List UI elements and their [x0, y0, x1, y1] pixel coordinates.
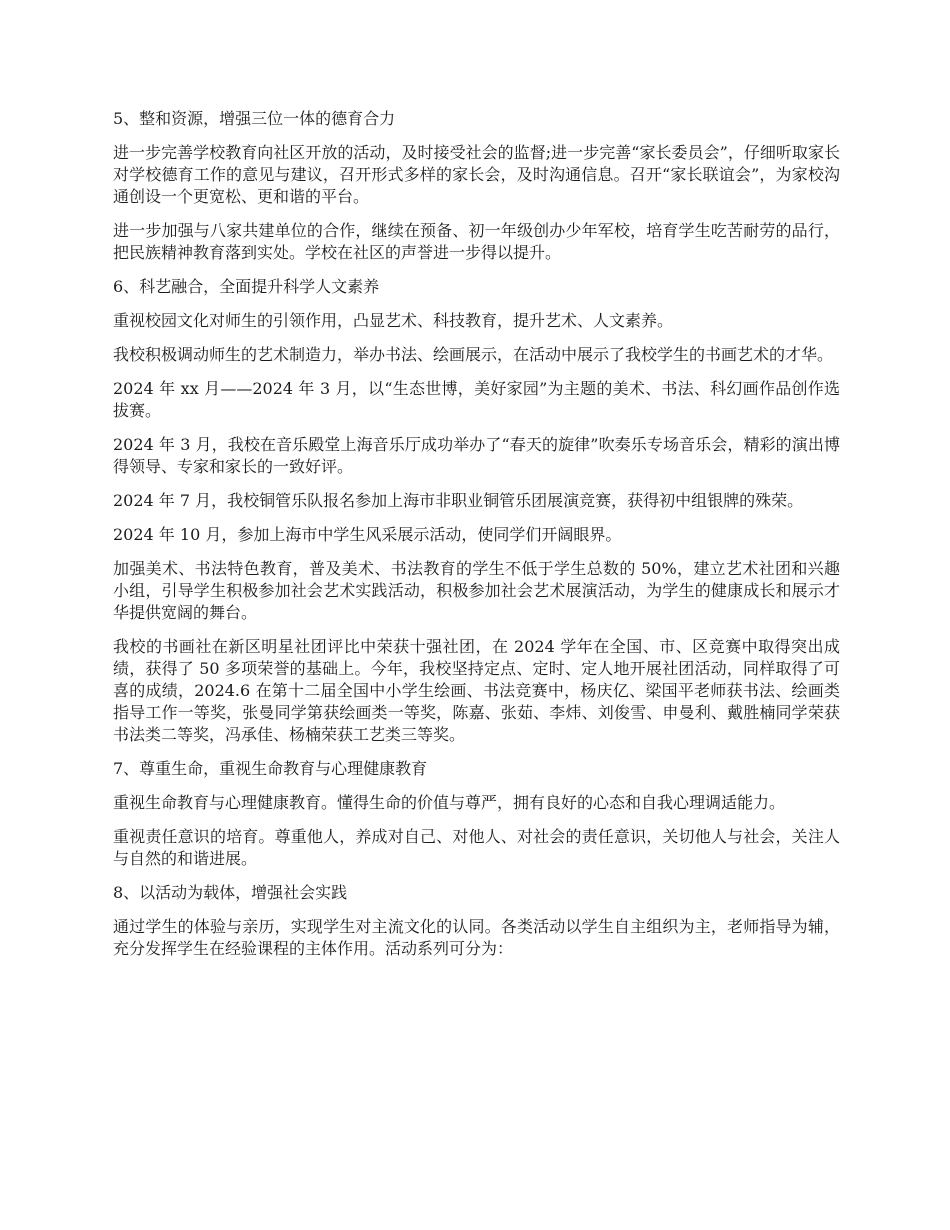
section-heading-8: 8、以活动为载体，增强社会实践 — [113, 883, 348, 902]
paragraph-art-contest: 2024 年 xx 月——2024 年 3 月，以“生态世博，美好家园”为主题的美术、书法、科幻画作品创作选拔赛。 — [113, 379, 840, 420]
document-page — [113, 108, 840, 972]
paragraph-brass-band: 2024 年 7 月，我校铜管乐队报名参加上海市非职业铜管乐团展演竞赛，获得初中组银牌的殊荣。 — [113, 491, 804, 510]
paragraph-concert: 2024 年 3 月，我校在音乐殿堂上海音乐厅成功举办了“春天的旋律”吹奏乐专场音乐会，精彩的演出博得领导、专家和家长的一致好评。 — [113, 435, 840, 476]
paragraph-life-education: 重视生命教育与心理健康教育。懂得生命的价值与尊严，拥有良好的心态和自我心理调适能力。 — [113, 793, 786, 812]
paragraph-partner-units: 进一步加强与八家共建单位的合作，继续在预备、初一年级创办少年军校，培育学生吃苦耐劳的品行，把民族精神教育落到实处。学校在社区的声誉进一步得以提升。 — [113, 221, 840, 262]
section-heading-6: 6、科艺融合，全面提升科学人文素养 — [113, 277, 380, 296]
section-heading-5: 5、整和资源，增强三位一体的德育合力 — [113, 109, 396, 128]
paragraph-activities: 通过学生的体验与亲历，实现学生对主流文化的认同。各类活动以学生自主组织为主，老师指导为辅，充分发挥学生在经验课程的主体作用。活动系列可分为： — [113, 917, 840, 958]
paragraph-showcase: 2024 年 10 月，参加上海市中学生风采展示活动，使同学们开阔眼界。 — [113, 525, 622, 544]
paragraph-responsibility: 重视责任意识的培育。尊重他人，养成对自己、对他人、对社会的责任意识，关切他人与社会，关注人与自然的和谐进展。 — [113, 827, 840, 868]
paragraph-parent-community: 进一步完善学校教育向社区开放的活动，及时接受社会的监督;进一步完善“家长委员会”，仔细听取家长对学校德育工作的意见与建议，召开形式多样的家长会，及时沟通信息。召开“家长联谊会”，为家校沟通创设一个更宽松、更和谐的平台。 — [113, 143, 840, 206]
section-heading-7: 7、尊重生命，重视生命教育与心理健康教育 — [113, 759, 428, 778]
paragraph-campus-culture: 重视校园文化对师生的引领作用，凸显艺术、科技教育，提升艺术、人文素养。 — [113, 311, 674, 330]
paragraph-calligraphy-club: 我校的书画社在新区明星社团评比中荣获十强社团，在 2024 学年在全国、市、区竞赛中取得突出成绩，获得了 50 多项荣誉的基础上。今年，我校坚持定点、定时、定人地开展社团活动，同样取得了可喜的成绩，2024.6 在第十二届全国中小学生绘画、书法竞赛中，杨庆亿、梁国平老师获书法、绘画类指导工作一等奖，张曼同学第获绘画类一等奖，陈嘉、张茹、李炜、刘俊雪、申曼利、戴胜楠同学荣获书法类二等奖，冯承佳、杨楠荣获工艺类三等奖。 — [113, 637, 840, 744]
paragraph-art-education: 加强美术、书法特色教育，普及美术、书法教育的学生不低于学生总数的 50%，建立艺术社团和兴趣小组，引导学生积极参加社会艺术实践活动，积极参加社会艺术展演活动，为学生的健康成长和展示才华提供宽阔的舞台。 — [113, 559, 840, 622]
paragraph-art-creativity: 我校积极调动师生的艺术制造力，举办书法、绘画展示，在活动中展示了我校学生的书画艺术的才华。 — [113, 345, 834, 364]
